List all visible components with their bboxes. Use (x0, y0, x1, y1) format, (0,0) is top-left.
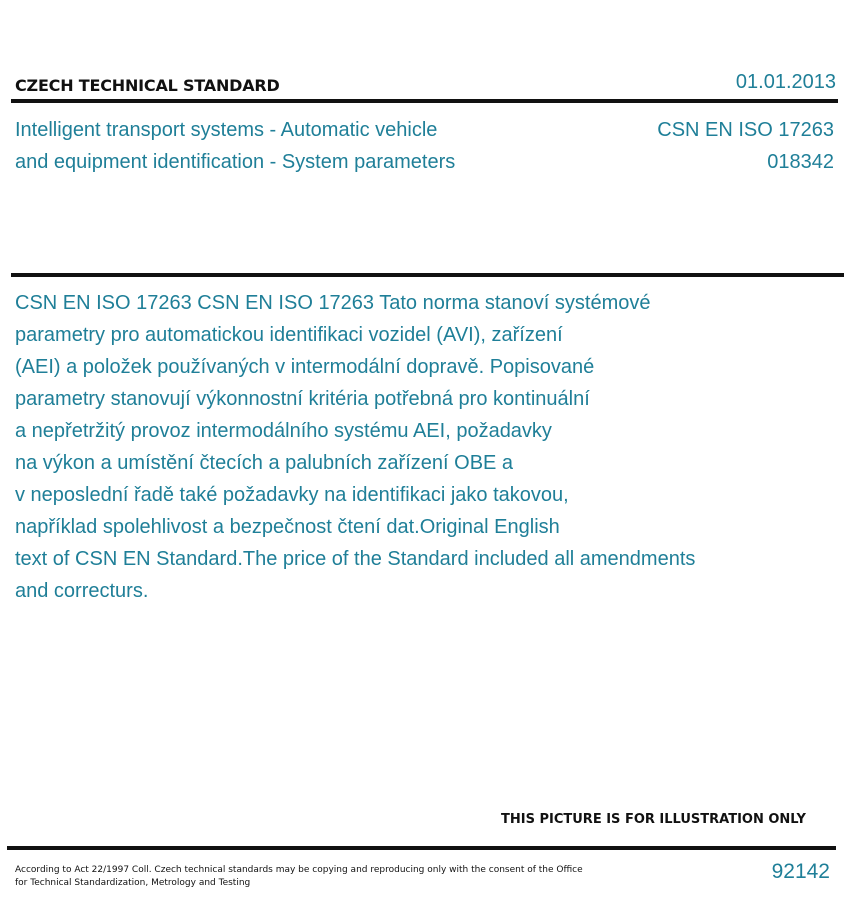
description-line: text of CSN EN Standard.The price of the Standard included all amendments (15, 548, 696, 570)
standard-title-line: and equipment identification - System parameters (15, 151, 456, 173)
description-line: (AEI) a položek používaných v intermodální dopravě. Popisované (15, 356, 595, 378)
legal-notice (15, 864, 605, 890)
description-line: parametry pro automatickou identifikaci vozidel (AVI), zařízení (15, 324, 563, 346)
illustration-notice: THIS PICTURE IS FOR ILLUSTRATION ONLY (501, 812, 806, 827)
catalog-number: 018342 (767, 151, 834, 173)
standard-title (15, 114, 535, 178)
description-line: v neposlední řadě také požadavky na identifikaci jako takovou, (15, 484, 569, 506)
section-divider (11, 273, 844, 277)
legal-notice-line: According to Act 22/1997 Coll. Czech technical standards may be copying and reproducing only with the consent of the Office (15, 865, 583, 875)
footer-divider (7, 846, 836, 850)
description-line: CSN EN ISO 17263 CSN EN ISO 17263 Tato norma stanoví systémové (15, 292, 651, 314)
description-line: na výkon a umístění čtecích a palubních zařízení OBE a (15, 452, 514, 474)
standard-type-label: CZECH TECHNICAL STANDARD (15, 76, 280, 95)
standard-description (15, 287, 775, 607)
description-line: parametry stanovují výkonnostní kritéria potřebná pro kontinuální (15, 388, 590, 410)
standard-title-line: Intelligent transport systems - Automatic vehicle (15, 119, 438, 141)
document-number: 92142 (771, 860, 830, 883)
publication-date: 01.01.2013 (735, 71, 836, 93)
description-line: and correcturs. (15, 580, 149, 602)
legal-notice-line: for Technical Standardization, Metrology and Testing (15, 878, 251, 888)
description-line: například spolehlivost a bezpečnost čtení dat.Original English (15, 516, 560, 538)
description-line: a nepřetržitý provoz intermodálního systému AEI, požadavky (15, 420, 552, 442)
header-divider (11, 99, 838, 103)
standard-code: CSN EN ISO 17263 (657, 119, 834, 141)
standard-identifiers (657, 114, 834, 178)
